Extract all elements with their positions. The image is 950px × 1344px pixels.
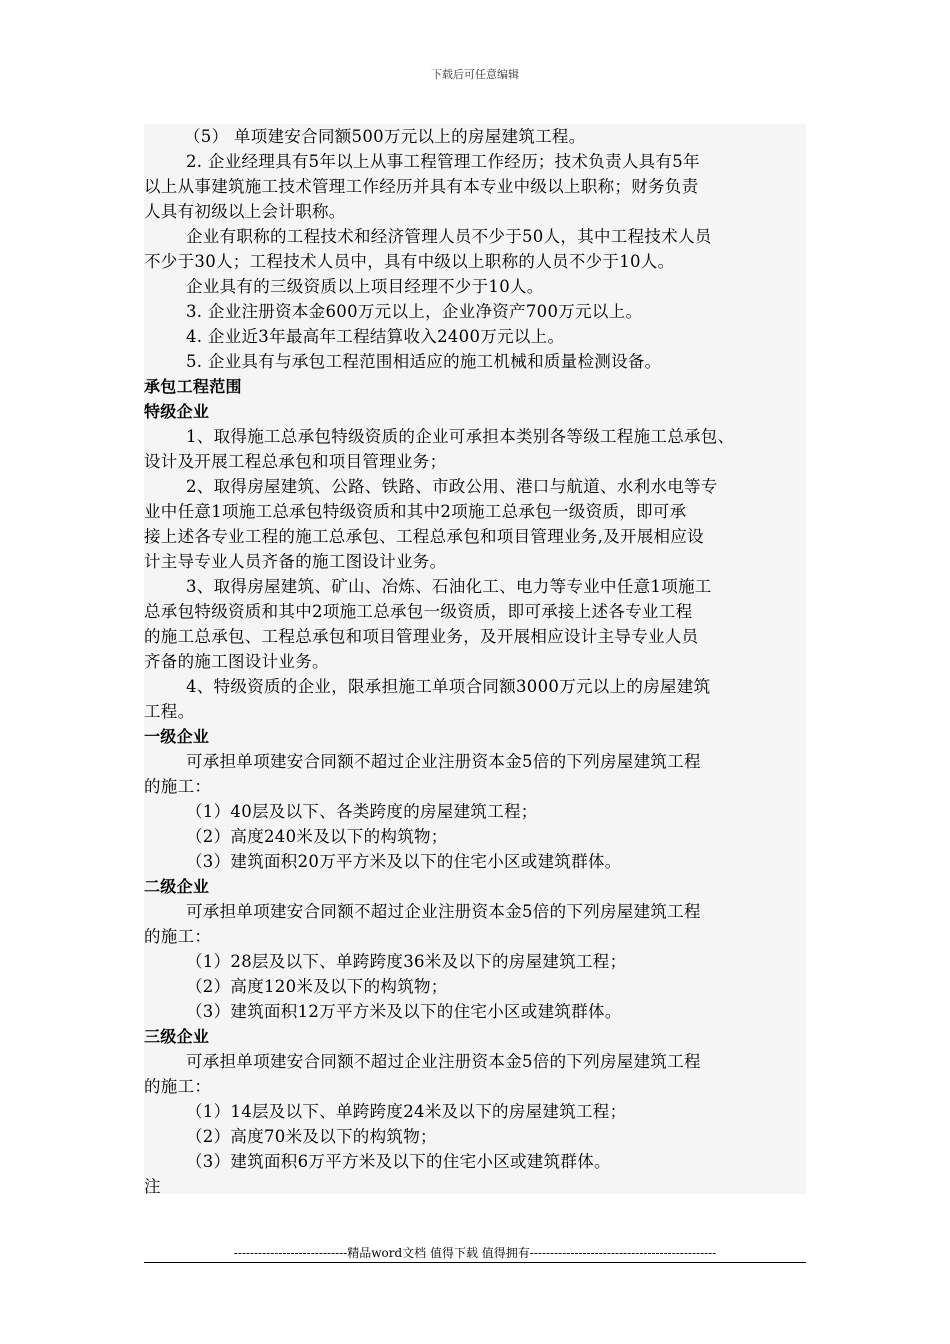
body-line: 2. 企业经理具有5年以上从事工程管理工作经历；技术负责人具有5年 [186, 152, 700, 171]
subsection-heading: 二级企业 [144, 877, 210, 896]
body-line: 业中任意1项施工总承包特级资质和其中2项施工总承包一级资质，即可承 [144, 502, 687, 521]
body-line: 总承包特级资质和其中2项施工总承包一级资质，即可承接上述各专业工程 [144, 602, 693, 621]
body-line: （5） 单项建安合同额500万元以上的房屋建筑工程。 [184, 127, 586, 146]
body-line: 工程。 [144, 702, 195, 721]
footer-divider [144, 1262, 806, 1263]
page-header: 下载后可任意编辑 [431, 68, 519, 81]
list-item: （3）建筑面积20万平方米及以下的住宅小区或建筑群体。 [186, 852, 622, 871]
body-line: 的施工总承包、工程总承包和项目管理业务，及开展相应设计主导专业人员 [144, 627, 699, 646]
list-item: （3）建筑面积12万平方米及以下的住宅小区或建筑群体。 [186, 1002, 622, 1021]
body-line: 的施工： [144, 777, 212, 796]
body-line: 可承担单项建安合同额不超过企业注册资本金5倍的下列房屋建筑工程 [186, 902, 701, 921]
list-item: （2）高度240米及以下的构筑物； [186, 827, 448, 846]
body-line: 1、取得施工总承包特级资质的企业可承担本类别各等级工程施工总承包、 [186, 427, 735, 446]
body-line: 人具有初级以上会计职称。 [144, 202, 346, 221]
body-line: 不少于30人；工程技术人员中，具有中级以上职称的人员不少于10人。 [144, 252, 675, 271]
body-line: 4、特级资质的企业，限承担施工单项合同额3000万元以上的房屋建筑 [186, 677, 711, 696]
body-line: 4. 企业近3年最高年工程结算收入2400万元以上。 [186, 327, 565, 346]
section-heading: 承包工程范围 [144, 377, 242, 396]
body-line: 注 [144, 1177, 161, 1196]
body-line: 企业具有的三级资质以上项目经理不少于10人。 [186, 277, 544, 296]
page-footer: ----------------------------精品word文档 值得下载 值得拥有---------------------------------------------- [233, 1246, 717, 1260]
body-line: 接上述各专业工程的施工总承包、工程总承包和项目管理业务,及开展相应设 [144, 527, 704, 546]
subsection-heading: 三级企业 [144, 1027, 210, 1046]
subsection-heading: 特级企业 [144, 402, 210, 421]
document-body [144, 124, 806, 1194]
body-line: 的施工： [144, 1077, 212, 1096]
list-item: （1）14层及以下、单跨跨度24米及以下的房屋建筑工程； [186, 1102, 627, 1121]
body-line: 计主导专业人员齐备的施工图设计业务。 [144, 552, 447, 571]
body-line: 可承担单项建安合同额不超过企业注册资本金5倍的下列房屋建筑工程 [186, 752, 701, 771]
body-line: 企业有职称的工程技术和经济管理人员不少于50人，其中工程技术人员 [186, 227, 712, 246]
body-line: 可承担单项建安合同额不超过企业注册资本金5倍的下列房屋建筑工程 [186, 1052, 701, 1071]
list-item: （2）高度120米及以下的构筑物； [186, 977, 448, 996]
body-line: 5. 企业具有与承包工程范围相适应的施工机械和质量检测设备。 [186, 352, 662, 371]
body-line: 2、取得房屋建筑、公路、铁路、市政公用、港口与航道、水利水电等专 [186, 477, 718, 496]
body-line: 齐备的施工图设计业务。 [144, 652, 329, 671]
list-item: （2）高度70米及以下的构筑物； [186, 1127, 437, 1146]
body-line: 以上从事建筑施工技术管理工作经历并具有本专业中级以上职称；财务负责 [144, 177, 699, 196]
body-line: 的施工： [144, 927, 212, 946]
body-line: 设计及开展工程总承包和项目管理业务； [144, 452, 447, 471]
list-item: （1）28层及以下、单跨跨度36米及以下的房屋建筑工程； [186, 952, 627, 971]
body-line: 3. 企业注册资本金600万元以上，企业净资产700万元以上。 [186, 302, 643, 321]
subsection-heading: 一级企业 [144, 727, 210, 746]
list-item: （1）40层及以下、各类跨度的房屋建筑工程； [186, 802, 538, 821]
list-item: （3）建筑面积6万平方米及以下的住宅小区或建筑群体。 [186, 1152, 611, 1171]
body-line: 3、取得房屋建筑、矿山、冶炼、石油化工、电力等专业中任意1项施工 [186, 577, 712, 596]
